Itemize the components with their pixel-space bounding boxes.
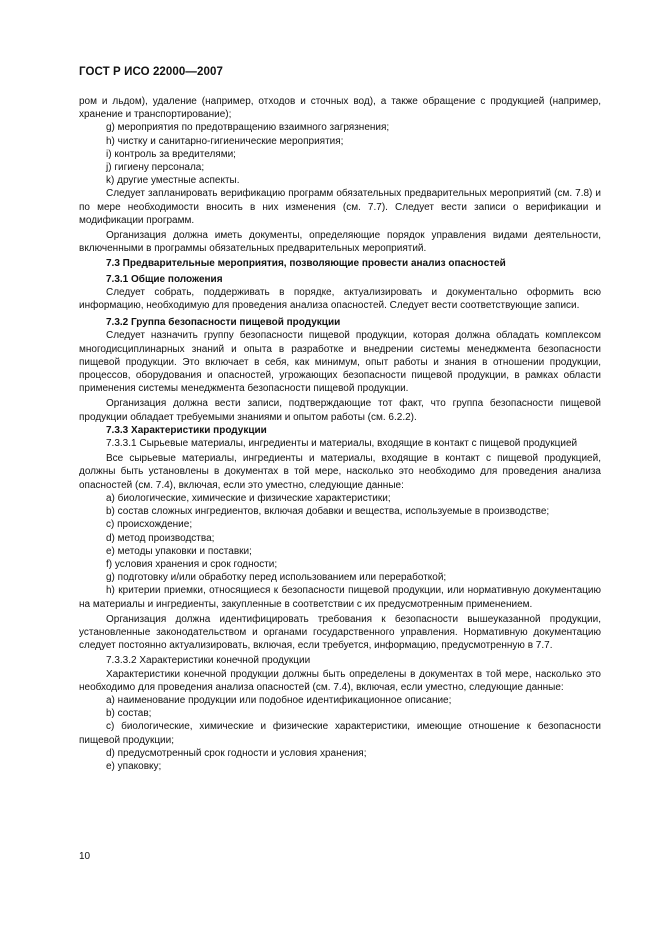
document-body [79, 95, 601, 773]
list-item-e: e) методы упаковки и поставки; [106, 545, 252, 557]
section-heading-7-3: 7.3 Предварительные мероприятия, позволяющие провести анализ опасностей [106, 258, 506, 270]
page-number: 10 [79, 851, 91, 862]
list-item-g: g) мероприятия по предотвращению взаимного загрязнения; [106, 122, 390, 134]
list-item-g2: g) подготовку и/или обработку перед использованием или переработкой; [106, 572, 447, 584]
section-heading-7-3-1: 7.3.1 Общие положения [106, 273, 223, 285]
section-heading-7-3-3: 7.3.3 Характеристики продукции [106, 424, 267, 436]
list-item-i: i) контроль за вредителями; [106, 148, 236, 160]
list-item-d: d) метод производства; [106, 532, 215, 544]
paragraph-continuation: ром и льдом), удаление (например, отходов и сточных вод), а также обращение с продукцией (например, хранение и транспортирование); [79, 96, 601, 121]
list-item-c: c) происхождение; [106, 519, 193, 531]
paragraph-documents: Организация должна иметь документы, определяющие порядок управления видами деятельности, включенными в программы обязательных предварительных мероприятий. [79, 230, 601, 255]
section-heading-7-3-2: 7.3.2 Группа безопасности пищевой продукции [106, 317, 341, 329]
paragraph-safety-team: Следует назначить группу безопасности пищевой продукции, которая должна обладать комплексом многодисциплинарных знаний и опыта в разработке и внедрении системы менеджмента безопасности пищевой продукции. Это включает в себя, как минимум, опыт работы и знания в отношении продукции, процессов, оборудования и опасностей, угрожающих безопасности пищевой продукции, в рамках области применения системы менеджмента безопасности пищевой продукции. [79, 330, 601, 395]
section-heading-7-3-3-1: 7.3.3.1 Сырьевые материалы, ингредиенты и материалы, входящие в контакт с пищевой продукцией [106, 438, 578, 450]
section-heading-7-3-3-2: 7.3.3.2 Характеристики конечной продукции [106, 655, 311, 667]
list-item-a: a) биологические, химические и физические характеристики; [106, 492, 391, 504]
paragraph-team-records: Организация должна вести записи, подтверждающие тот факт, что группа безопасности пищевой продукции обладает требуемыми знаниями и опытом работы (см. 6.2.2). [79, 398, 601, 423]
list-item-b: b) состав сложных ингредиентов, включая добавки и вещества, используемые в производстве; [106, 506, 550, 518]
list-item-c2: c) биологические, химические и физические характеристики, имеющие отношение к безопасности пищевой продукции; [79, 721, 601, 746]
paragraph-requirements: Организация должна идентифицировать требования к безопасности вышеуказанной продукции, установленные законодательством и органами государственного управления. Нормативную документацию следует постоянно актуализировать, включая, если требуется, информацию, предусмотренную в 7.7. [79, 613, 601, 652]
list-item-a2: a) наименование продукции или подобное идентификационное описание; [106, 694, 452, 706]
list-item-e2: e) упаковку; [106, 760, 162, 772]
paragraph-raw-materials: Все сырьевые материалы, ингредиенты и материалы, входящие в контакт с пищевой продукцией, должны быть установлены в документах в той мере, насколько это необходимо для проведения анализа опасностей (см. 7.4), включая, если это уместно, следующие данные: [79, 453, 601, 491]
list-item-f: f) условия хранения и срок годности; [106, 558, 278, 570]
list-item-b2: b) состав; [106, 708, 152, 720]
list-item-h2: h) критерии приемки, относящиеся к безопасности пищевой продукции, или нормативную документацию на материалы и ингредиенты, закупленные в соответствии с их предусмотренным применением. [79, 585, 601, 610]
list-item-k: k) другие уместные аспекты. [106, 175, 240, 187]
paragraph-collect-info: Следует собрать, поддерживать в порядке, актуализировать и документально оформить всю информацию, необходимую для проведения анализа опасностей. Следует вести соответствующие записи. [79, 286, 601, 312]
paragraph-final-product: Характеристики конечной продукции должны быть определены в документах в той мере, насколько это необходимо для проведения анализа опасностей (см. 7.4), включая, если уместно, следующие данные: [79, 668, 601, 693]
document-header: ГОСТ Р ИСО 22000—2007 [79, 66, 224, 78]
list-item-j: j) гигиену персонала; [106, 162, 205, 174]
paragraph-verification: Следует запланировать верификацию программ обязательных предварительных мероприятий (см. 7.8) и по мере необходимости вносить в них изменения (см. 7.7). Следует вести записи о верификации и модификации программ. [79, 188, 601, 226]
list-item-d2: d) предусмотренный срок годности и условия хранения; [106, 747, 367, 759]
list-item-h: h) чистку и санитарно-гигиенические мероприятия; [106, 135, 344, 147]
